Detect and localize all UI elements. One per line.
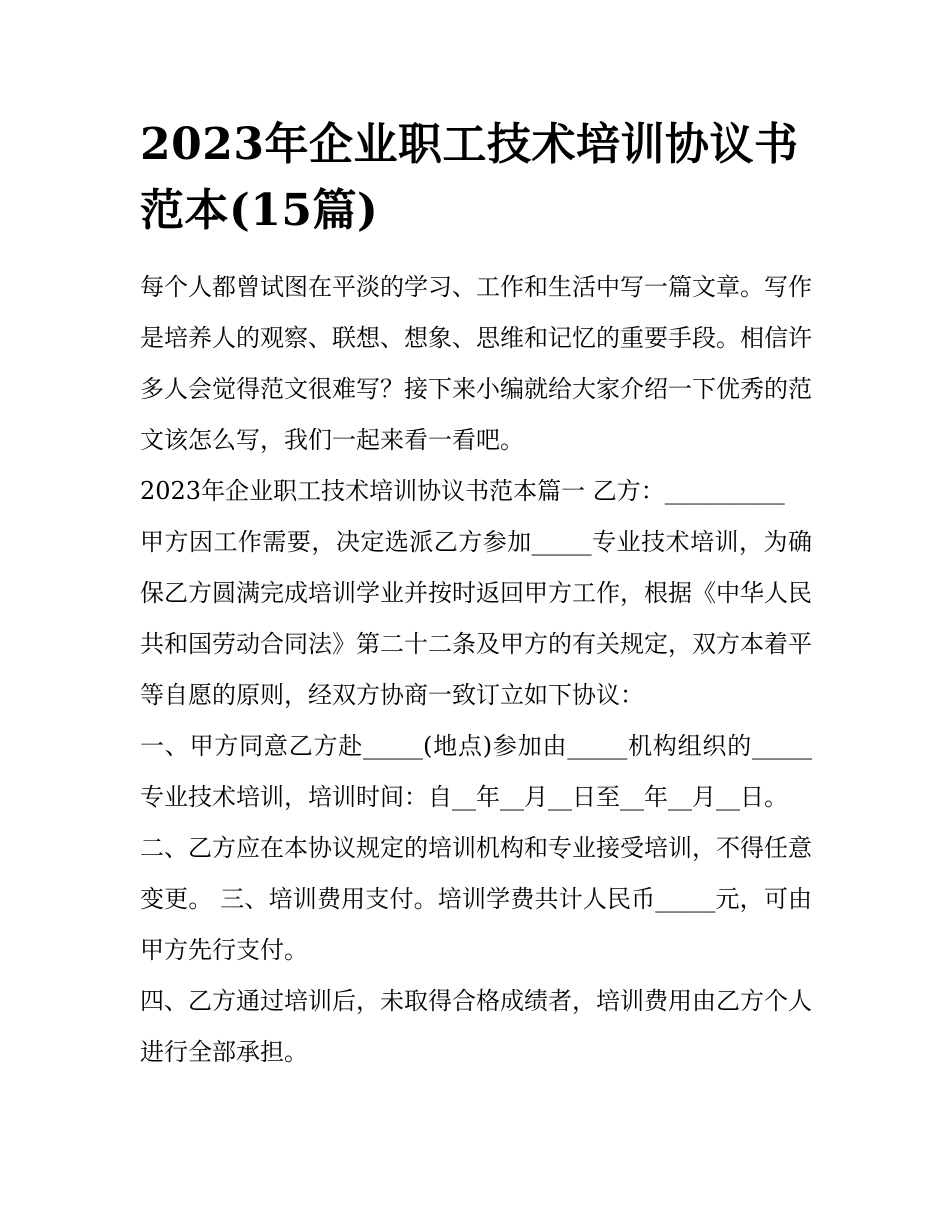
clause-two-three: 二、乙方应在本协议规定的培训机构和专业接受培训，不得任意变更。 三、培训费用支付。培训学费共计人民币_____元，可由甲方先行支付。 <box>140 834 812 964</box>
agreement-preamble: 甲方因工作需要，决定选派乙方参加_____专业技术培训，为确保乙方圆满完成培训学业并按时返回甲方工作，根据《中华人民共和国劳动合同法》第二十二条及甲方的有关规定，双方本着平等自愿的原则，经双方协商一致订立如下协议： <box>140 528 812 709</box>
document-title: 2023年企业职工技术培训协议书范本(15篇) <box>140 119 799 236</box>
clause-four: 四、乙方通过培训后，未取得合格成绩者，培训费用由乙方个人进行全部承担。 <box>140 987 812 1066</box>
document-content <box>140 112 812 1078</box>
intro-paragraph: 每个人都曾试图在平淡的学习、工作和生活中写一篇文章。写作是培养人的观察、联想、想象、思维和记忆的重要手段。相信许多人会觉得范文很难写？接下来小编就给大家介绍一下优秀的范文该怎么写，我们一起来看一看吧。 <box>140 273 812 454</box>
agreement-heading-line: 2023年企业职工技术培训协议书范本篇一 乙方：__________ <box>140 477 785 505</box>
clause-one: 一、甲方同意乙方赴_____(地点)参加由_____机构组织的_____专业技术培训，培训时间：自__年__月__日至__年__月__日。 <box>140 732 812 811</box>
